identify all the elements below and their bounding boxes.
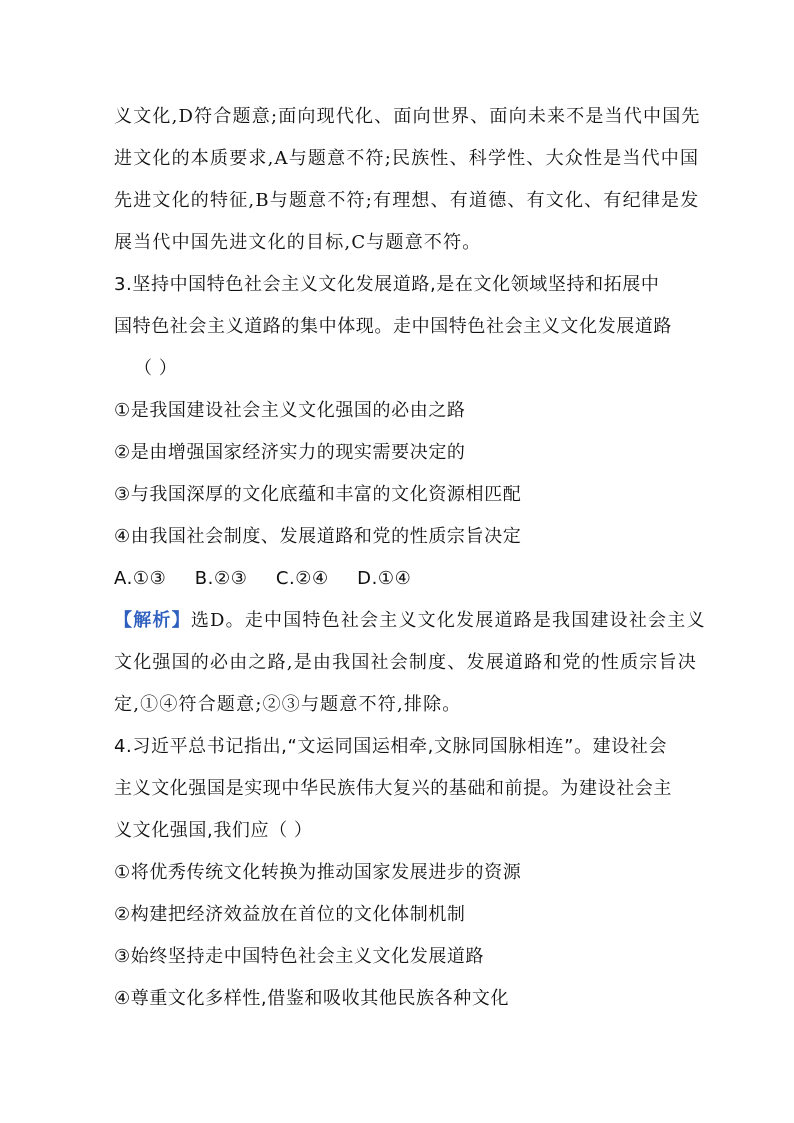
question-4-option: ③始终坚持走中国特色社会主义文化发展道路 <box>114 946 485 967</box>
prev-explanation-line: 义文化,D符合题意;面向现代化、面向世界、面向未来不是当代中国先 <box>114 106 701 127</box>
question-4-option: ①将优秀传统文化转换为推动国家发展进步的资源 <box>114 862 522 883</box>
analysis-tag: 【解析】 <box>114 610 191 631</box>
question-3-analysis <box>114 606 706 636</box>
question-4-option: ④尊重文化多样性,借鉴和吸收其他民族各种文化 <box>114 988 510 1009</box>
question-3-option: ③与我国深厚的文化底蕴和丰富的文化资源相匹配 <box>114 484 522 505</box>
question-4-stem: 4.习近平总书记指出,“文运同国运相牵,文脉同国脉相连”。建设社会 <box>114 736 668 757</box>
prev-explanation-line: 展当代中国先进文化的目标,C与题意不符。 <box>114 232 482 253</box>
question-3-analysis-line: 定,①④符合题意;②③与题意不符,排除。 <box>114 694 462 715</box>
question-4-stem: 义文化强国,我们应（ ） <box>114 820 313 841</box>
choice-c: C.②④ <box>275 568 329 589</box>
choice-a: A.①③ <box>114 568 167 589</box>
question-4-option: ②构建把经济效益放在首位的文化体制机制 <box>114 904 466 925</box>
prev-explanation-line: 先进文化的特征,B与题意不符;有理想、有道德、有文化、有纪律是发 <box>114 190 700 211</box>
choice-d: D.①④ <box>357 568 412 589</box>
question-3-option: ②是由增强国家经济实力的现实需要决定的 <box>114 442 466 463</box>
question-3-stem: 国特色社会主义道路的集中体现。走中国特色社会主义文化发展道路 <box>114 316 672 337</box>
question-3-analysis-line: 文化强国的必由之路,是由我国社会制度、发展道路和党的性质宗旨决 <box>114 652 697 673</box>
question-4-stem: 主义文化强国是实现中华民族伟大复兴的基础和前提。为建设社会主 <box>114 778 672 799</box>
analysis-text: 选D。走中国特色社会主义文化发展道路是我国建设社会主义 <box>190 610 706 631</box>
question-3-option: ④由我国社会制度、发展道路和党的性质宗旨决定 <box>114 526 522 547</box>
question-3-stem: 3.坚持中国特色社会主义文化发展道路,是在文化领域坚持和拓展中 <box>114 274 660 295</box>
question-3-option: ①是我国建设社会主义文化强国的必由之路 <box>114 400 466 421</box>
question-3-choices <box>114 564 433 594</box>
prev-explanation-line: 进文化的本质要求,A与题意不符;民族性、科学性、大众性是当代中国 <box>114 148 700 169</box>
choice-b: B.②③ <box>194 568 248 589</box>
answer-blank: （ ） <box>134 358 178 379</box>
